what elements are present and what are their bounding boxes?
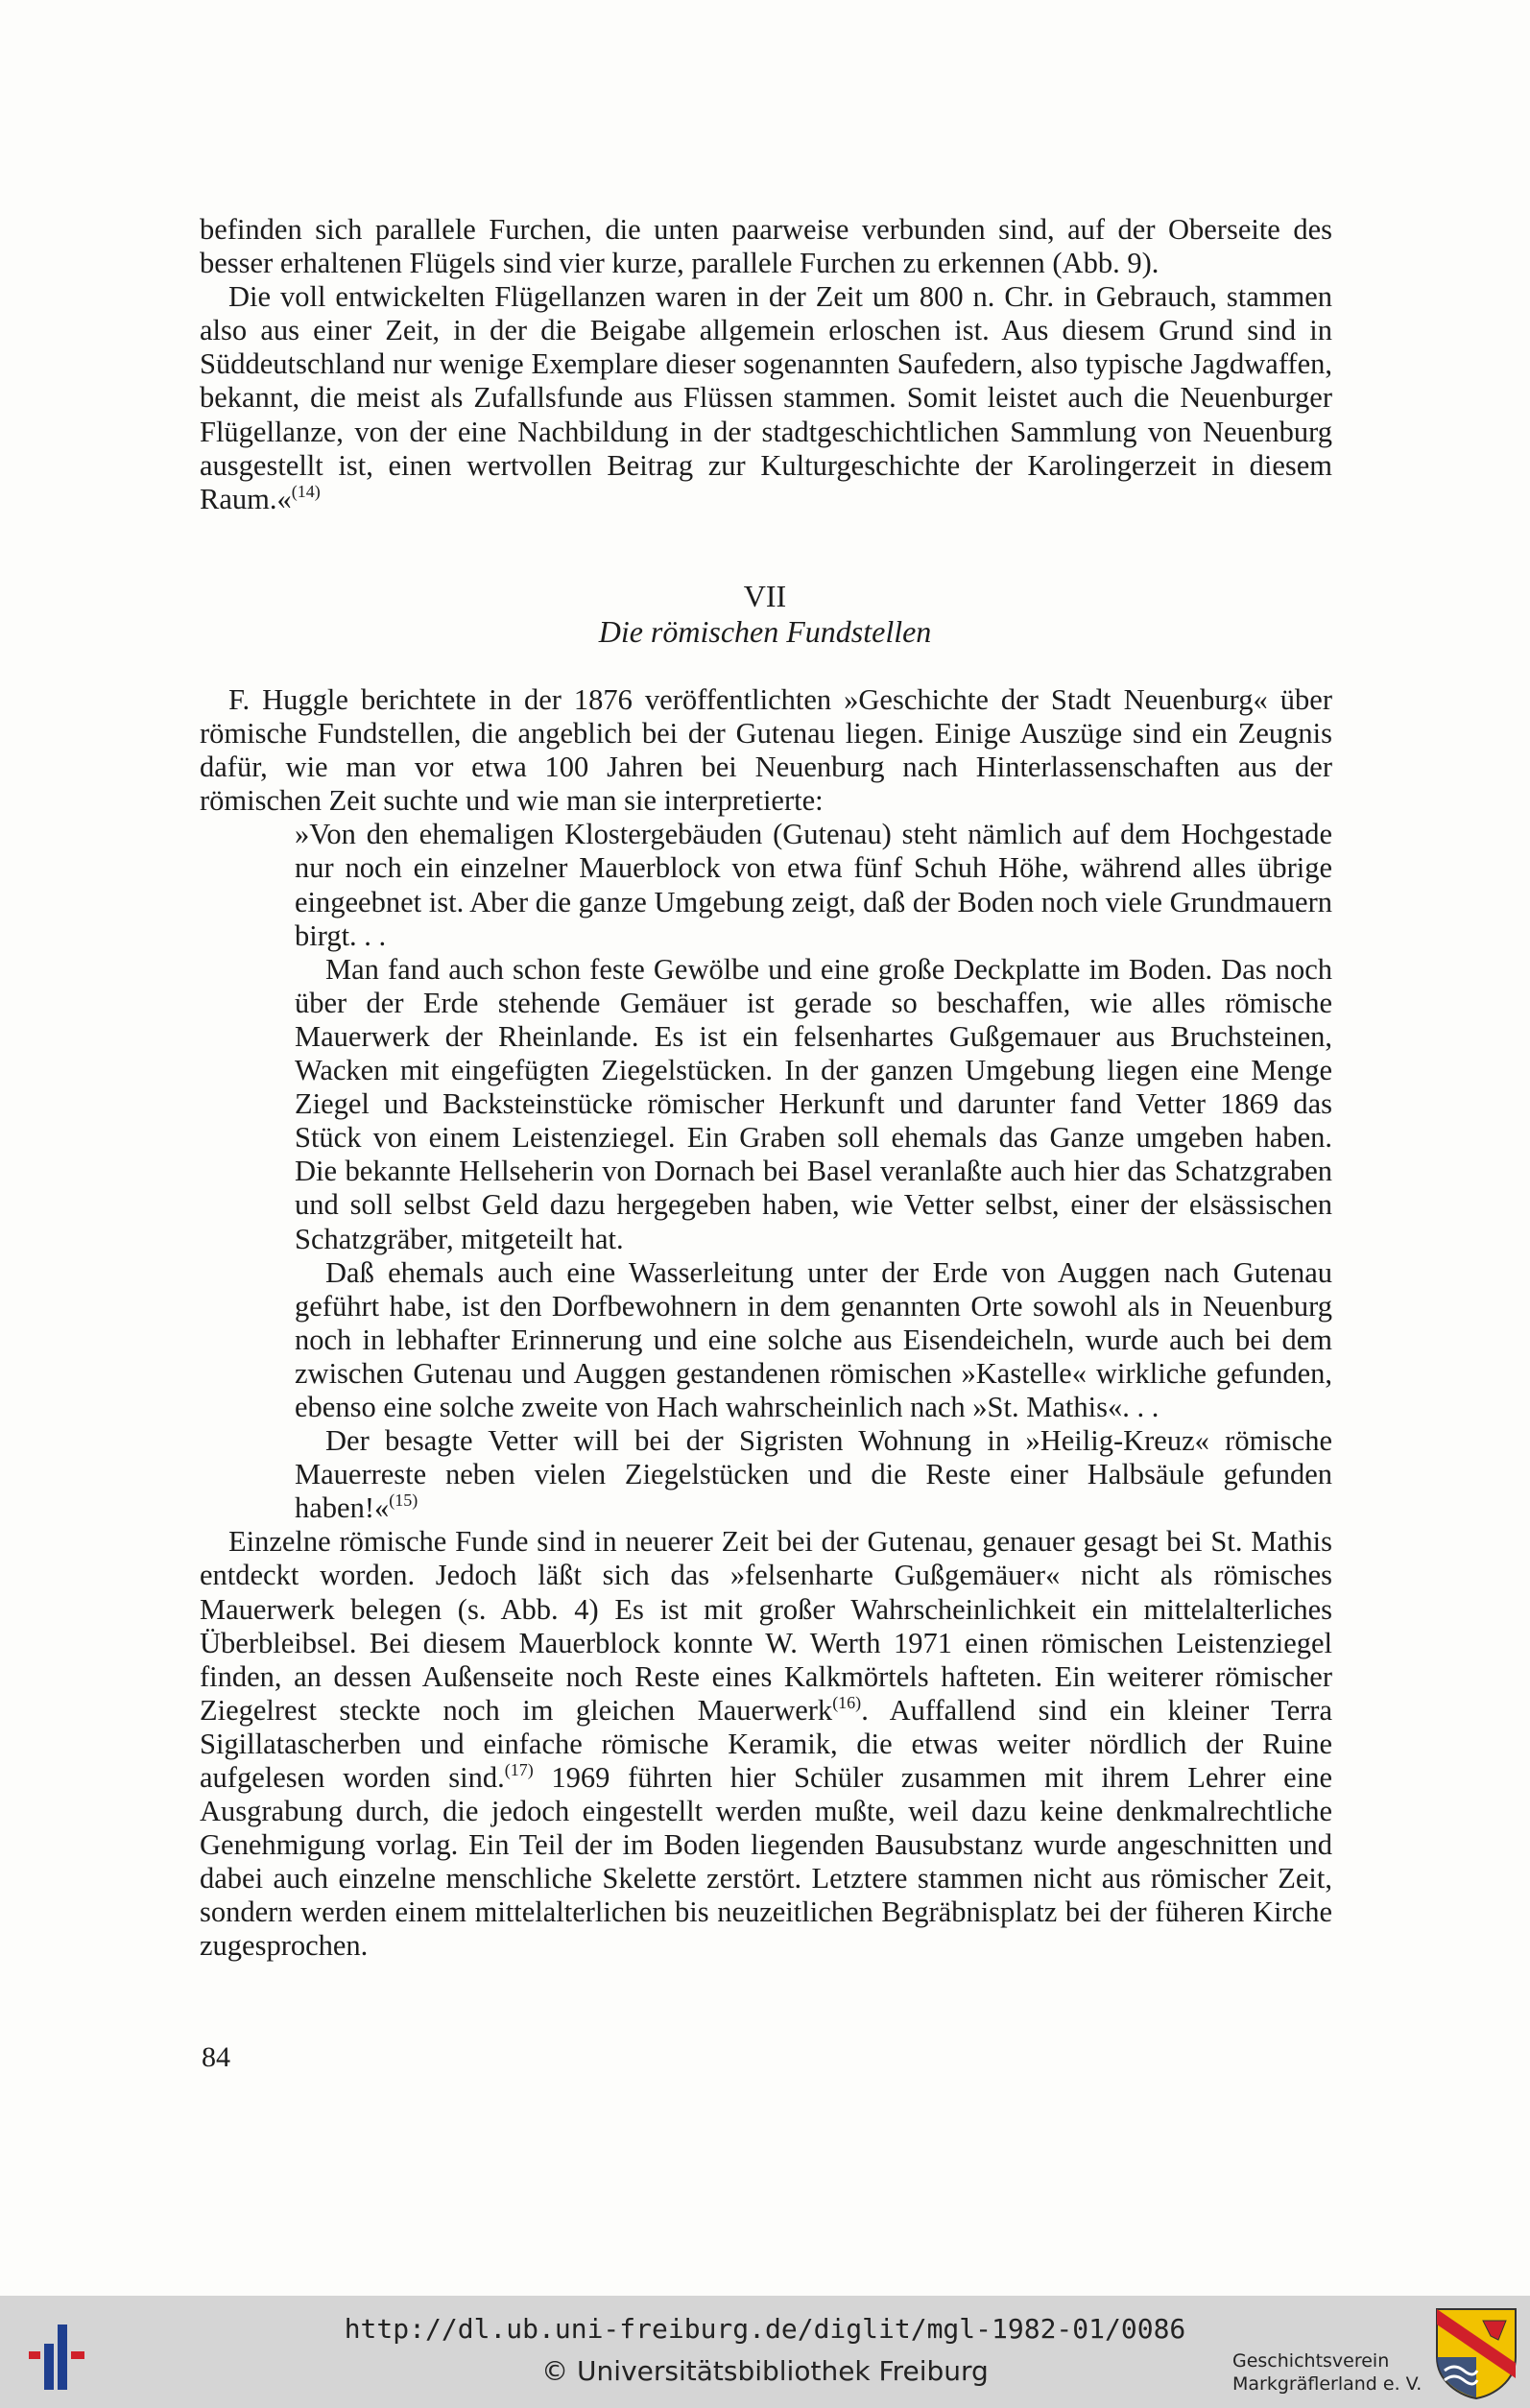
footer-url-link[interactable]: http://dl.ub.uni-freiburg.de/diglit/mgl-1982-01/0086 [344, 2313, 1186, 2345]
paragraph-continuation: befinden sich parallele Furchen, die unten paarweise verbunden sind, auf der Oberseite des besser erhaltenen Flügels sind vier kurze, parallele Furchen zu erkennen (Abb. 9). [200, 213, 1332, 280]
society-crest-icon [1435, 2307, 1518, 2399]
section-title: Die römischen Fundstellen [598, 614, 932, 649]
paragraph-fluegellanzen [200, 280, 1332, 516]
footnote-ref-14: (14) [291, 481, 321, 501]
paragraph-text-b: . Auffallend sind ein kleiner Terra Sigillatascherben und einfache römische Keramik, die etwas weiter nördlich der Ruine aufgelesen worden sind. [200, 1693, 1332, 1794]
body-text-main [200, 683, 1332, 1964]
footnote-ref-16: (16) [832, 1692, 862, 1712]
paragraph-text-c: 1969 führten hier Schüler zusammen mit ihrem Lehrer eine Ausgrabung durch, die jedoch eingestellt werden mußte, weil dazu keine denkmalrechtliche Genehmigung vorlag. Ein Teil der im Boden liegenden Bausubstanz wurde angeschnitten und dabei auch einzelne menschliche Skelette zerstört. Letztere stammen nicht aus römischer Zeit, sondern werden einem mittelalterlichen bis neuzeitlichen Begräbnisplatz bei der füheren Kirche zugesprochen. [200, 1761, 1332, 1963]
quote-paragraph-3: Daß ehemals auch eine Wasserleitung unter der Erde von Auggen nach Gutenau geführt habe, ist den Dorfbewohnern in dem genannten Orte sowohl als in Neuenburg noch in lebhafter Erinnerung und eine solche aus Eisendeicheln, wurde auch bei dem zwischen Gutenau und Auggen gestandenen römischen »Kastelle« wirkliche gefunden, ebenso eine solche zweite von Hach wahrscheinlich nach »St. Mathis«. . . [295, 1255, 1332, 1423]
paragraph-text-a: Einzelne römische Funde sind in neuerer Zeit bei der Gutenau, genauer gesagt bei St. Mathis entdeckt worden. Jedoch läßt sich das »felsenharte Gußgemäuer« nicht als römisches Mauerwerk belegen (s. Abb. 4) Es ist mit großer Wahrscheinlichkeit ein mittelalterliches Überbleibsel. Bei diesem Mauerblock konnte W. Werth 1971 einen römischen Leistenziegel finden, an dessen Außenseite noch Reste eines Kalkmörtels hafteten. Ein weiterer römischer Ziegelrest steckte noch im gleichen Mauerwerk [200, 1525, 1332, 1727]
body-text-top [200, 213, 1332, 516]
quote-paragraph-2: Man fand auch schon feste Gewölbe und eine große Deckplatte im Boden. Das noch über der Erde stehende Gemäuer ist gerade so beschaffen, wie alles römische Mauerwerk der Rheinlande. Es ist ein felsenhartes Gußgemauer aus Bruchsteinen, Wacken mit eingefügten Ziegelstücken. In der ganzen Umgebung liegen eine Menge Ziegel und Backsteinstücke römischer Herkunft und darunter fand Vetter 1869 das Stück von einem Leistenziegel. Ein Graben soll ehemals das Ganze umgeben haben. Die bekannte Hellseherin von Dornach bei Basel veranlaßte auch hier das Schatzgraben und soll selbst Geld dazu hergegeben haben, wie Vetter selbst, einer der elsässischen Schatzgräber, mitgeteilt hat. [295, 952, 1332, 1255]
quote-paragraph-1: »Von den ehemaligen Klostergebäuden (Gutenau) steht nämlich auf dem Hochgestade nur noch ein einzelner Mauerblock von etwa fünf Schuh Höhe, während alles übrige eingeebnet ist. Aber die ganze Umgebung zeigt, daß der Boden noch viele Grundmauern birgt. . . [295, 818, 1332, 952]
footer-bar [0, 2296, 1530, 2408]
footer-copyright: © Universitätsbibliothek Freiburg [541, 2355, 989, 2387]
footnote-ref-15: (15) [389, 1490, 418, 1511]
page-number: 84 [202, 2041, 230, 2073]
paragraph-huggle: F. Huggle berichtete in der 1876 veröffentlichten »Geschichte der Stadt Neuenburg« über römische Fundstellen, die angeblich bei der Gutenau liegen. Einige Auszüge sind ein Zeugnis dafür, wie man vor etwa 100 Jahren bei Neuenburg nach Hinterlassenschaften aus der römischen Zeit suchte und wie man sie interpretierte: [200, 683, 1332, 818]
section-number: VII [743, 579, 787, 613]
society-line-2: Markgräflerland e. V. [1232, 2373, 1422, 2395]
paragraph-text: Die voll entwickelten Flügellanzen waren in der Zeit um 800 n. Chr. in Gebrauch, stammen also aus einer Zeit, in der die Beigabe allgemein erloschen ist. Aus diesem Grund sind in Süddeutschland nur wenige Exemplare dieser sogenannten Saufedern, also typische Jagdwaffen, bekannt, die meist als Zufallsfunde aus Flüssen stammen. Somit leistet auch die Neuenburger Flügellanze, von der eine Nachbildung in der stadtgeschichtlichen Sammlung von Neuenburg ausgestellt ist, einen wertvollen Beitrag zur Kulturgeschichte der Karolingerzeit in diesem Raum.« [200, 280, 1332, 515]
society-name [1232, 2349, 1434, 2396]
footnote-ref-17: (17) [504, 1760, 534, 1779]
society-line-1: Geschichtsverein [1232, 2350, 1390, 2372]
quote-text: Der besagte Vetter will bei der Sigristen Wohnung in »Heilig-Kreuz« römische Mauerreste neben vielen Ziegelstücken und die Reste einer Halbsäule gefunden haben!« [295, 1424, 1332, 1525]
paragraph-roman-finds [200, 1525, 1332, 1963]
quote-paragraph-4 [295, 1424, 1332, 1525]
